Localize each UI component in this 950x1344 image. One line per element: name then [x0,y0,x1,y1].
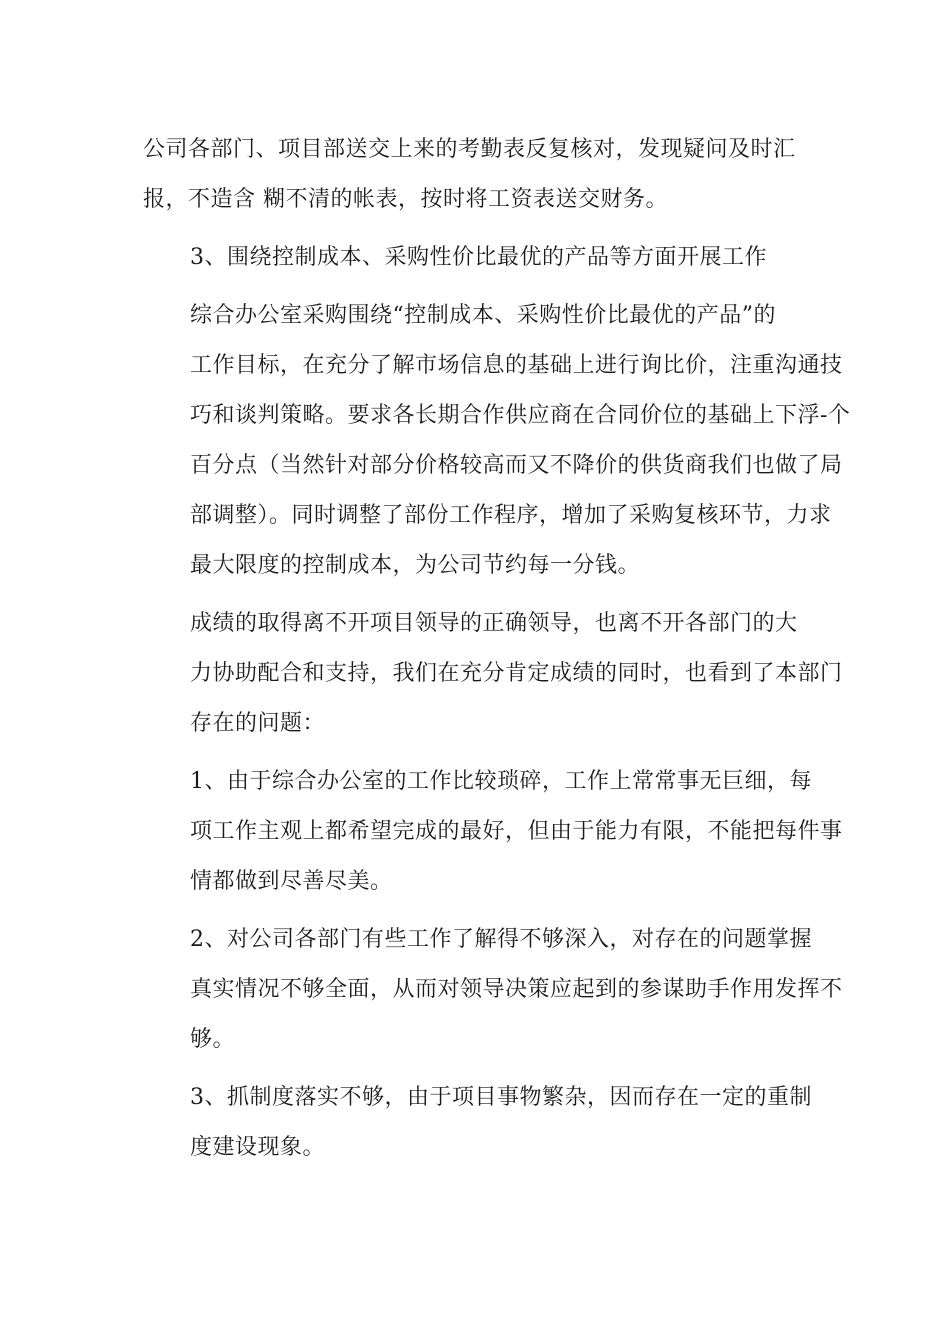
text-line: 够。 [190,1027,236,1052]
text-line: 巧和谈判策略。要求各长期合作供应商在合同价位的基础上下浮-个 [190,403,851,428]
text-line: 最大限度的控制成本，为公司节约每一分钱。 [190,553,641,578]
text-line: 2、对公司各部门有些工作了解得不够深入，对存在的问题掌握 [190,927,812,952]
document-body [143,125,851,1181]
text-line: 1、由于综合办公室的工作比较琐碎，工作上常常事无巨细，每 [190,769,812,794]
text-line: 存在的问题： [190,711,326,736]
text-line: 成绩的取得离不开项目领导的正确领导，也离不开各部门的大 [190,611,798,636]
problem-item-2 [143,915,843,1065]
text-line: 情都做到尽善尽美。 [190,869,393,894]
text-line: 项工作主观上都希望完成的最好，但由于能力有限，不能把每件事 [190,819,843,844]
problem-item-3 [143,1073,812,1173]
text-line: 3、围绕控制成本、采购性价比最优的产品等方面开展工作 [190,245,767,270]
text-line: 报，不造含 糊不清的帐表，按时将工资表送交财务。 [143,187,668,212]
paragraph-attendance [143,125,807,225]
text-line: 3、抓制度落实不够，由于项目事物繁杂，因而存在一定的重制 [190,1085,812,1110]
text-line: 部调整）。同时调整了部份工作程序，增加了采购复核环节，力求 [190,503,832,528]
text-line: 百分点（当然针对部分价格较高而又不降价的供货商我们也做了局 [190,453,843,478]
text-line: 力协助配合和支持，我们在充分肯定成绩的同时，也看到了本部门 [190,661,843,686]
section-heading-cost-control [143,233,807,283]
text-line: 综合办公室采购围绕“控制成本、采购性价比最优的产品”的 [190,303,776,328]
text-line: 真实情况不够全面，从而对领导决策应起到的参谋助手作用发挥不 [190,977,843,1002]
text-line: 公司各部门、项目部送交上来的考勤表反复核对，发现疑问及时汇 [143,137,796,162]
problem-item-1 [143,757,843,907]
paragraph-achievements [143,599,843,749]
paragraph-procurement [143,291,851,591]
text-line: 度建设现象。 [190,1135,326,1160]
text-line: 工作目标，在充分了解市场信息的基础上进行询比价，注重沟通技 [190,353,843,378]
